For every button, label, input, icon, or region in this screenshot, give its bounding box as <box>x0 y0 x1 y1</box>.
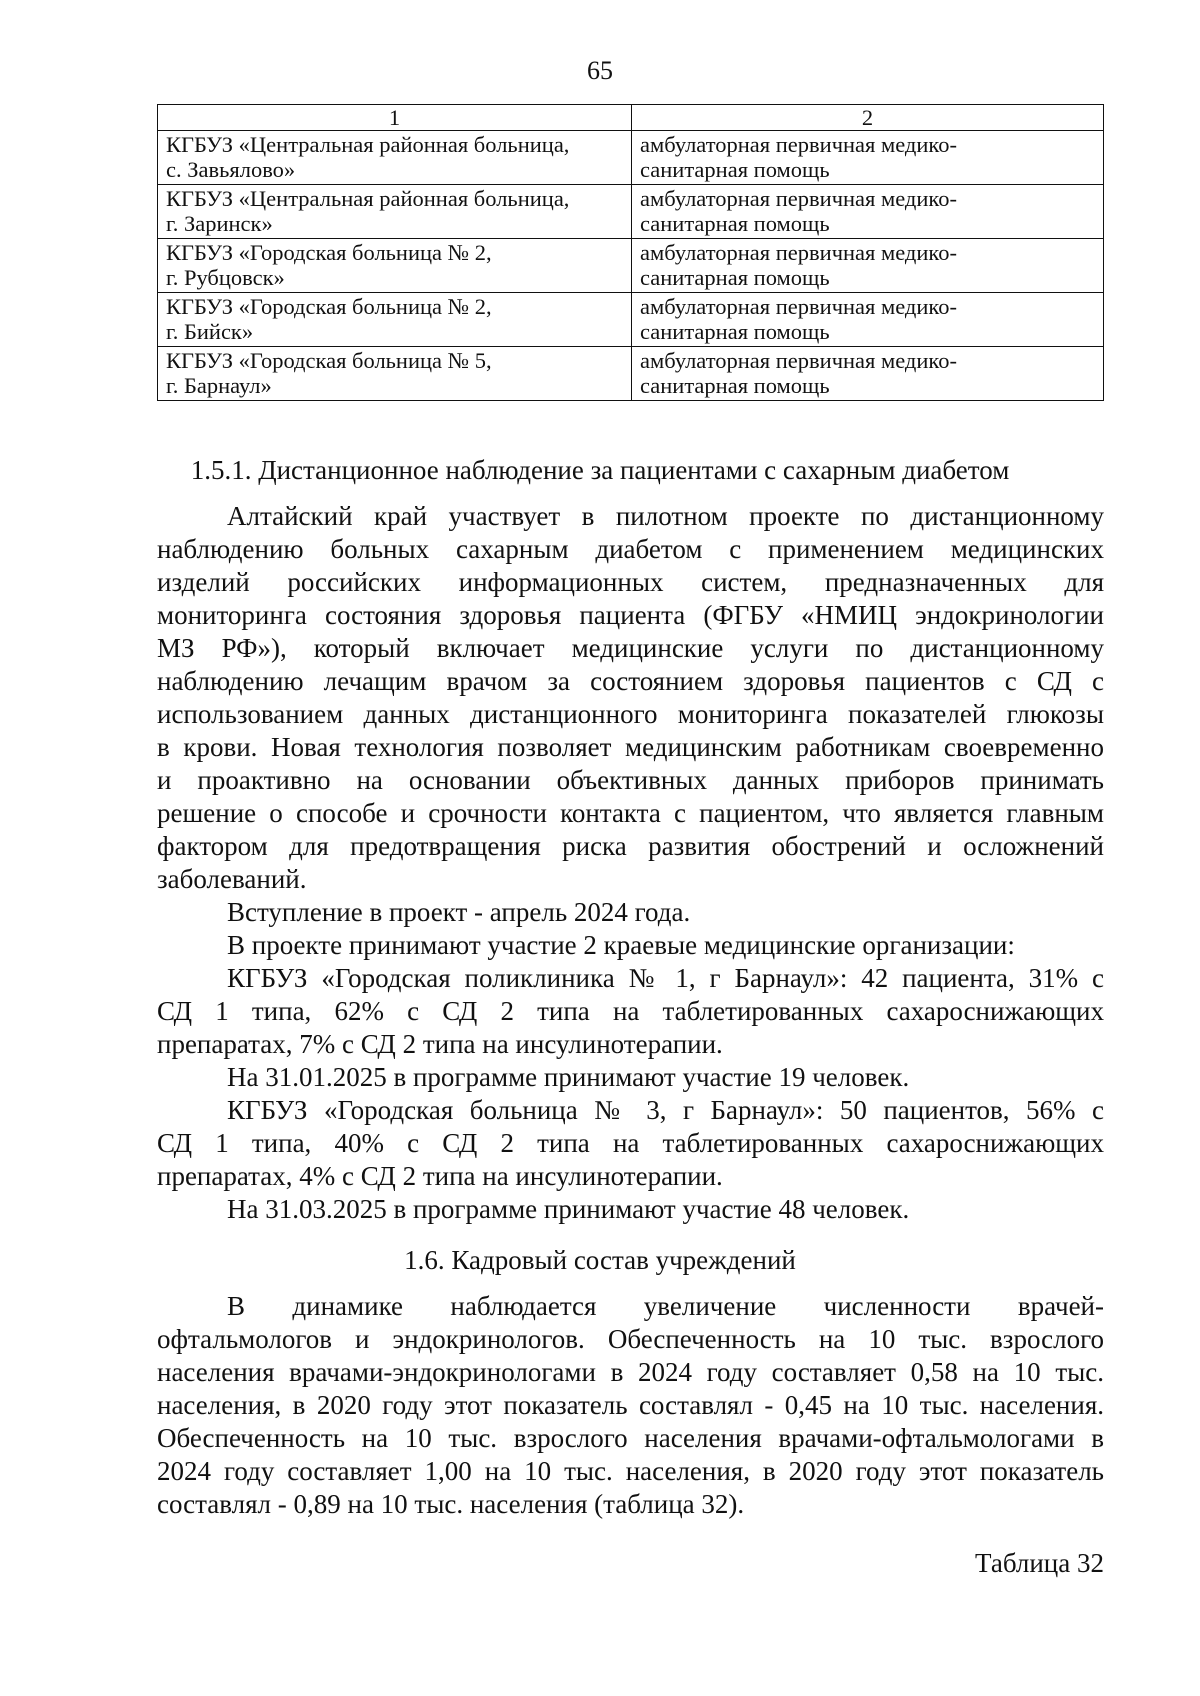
cell-line: г. Заринск» <box>166 211 273 236</box>
paragraph-line: фактором для предотвращения риска развития обострений и осложнений <box>157 831 1104 861</box>
cell-line: санитарная помощь <box>640 265 830 290</box>
cell-line: г. Рубцовск» <box>166 265 285 290</box>
section-1-6-body <box>157 1290 1104 1521</box>
organization-cell <box>158 347 632 401</box>
table-row <box>158 293 1104 347</box>
paragraph-line: мониторинга состояния здоровья пациента (ФГБУ «НМИЦ эндокринологии <box>157 600 1104 630</box>
care-type-cell <box>632 347 1104 401</box>
paragraph-line: КГБУЗ «Городская поликлиника № 1, г Барнаул»: 42 пациента, 31% с <box>227 963 1104 993</box>
paragraph-line: офтальмологов и эндокринологов. Обеспеченность на 10 тыс. взрослого <box>157 1324 1104 1354</box>
table-row <box>158 185 1104 239</box>
section-1-5-1-body <box>157 500 1104 1226</box>
paragraph-line: В динамике наблюдается увеличение численности врачей- <box>227 1291 1104 1321</box>
cell-line: амбулаторная первичная медико- <box>640 240 957 265</box>
paragraph-line: наблюдению лечащим врачом за состоянием здоровья пациентов с СД с <box>157 666 1104 696</box>
organizations-table <box>157 104 1104 401</box>
paragraph-line: наблюдению больных сахарным диабетом с применением медицинских <box>157 534 1104 564</box>
cell-line: г. Бийск» <box>166 319 254 344</box>
entry-date-line: Вступление в проект - апрель 2024 года. <box>227 897 691 927</box>
cell-line: с. Завьялово» <box>166 157 296 182</box>
table-header-row <box>158 105 1104 131</box>
cell-line: КГБУЗ «Городская больница № 2, <box>166 240 492 265</box>
paragraph-line: 2024 году составляет 1,00 на 10 тыс. населения, в 2020 году этот показатель <box>157 1456 1104 1486</box>
paragraph-line: СД 1 типа, 62% с СД 2 типа на таблетированных сахароснижающих <box>157 996 1104 1026</box>
table-row <box>158 347 1104 401</box>
paragraph-line: в крови. Новая технология позволяет медицинским работникам своевременно <box>157 732 1104 762</box>
section-heading-1-6: 1.6. Кадровый состав учреждений <box>404 1245 796 1275</box>
status-line: На 31.03.2025 в программе принимают участие 48 человек. <box>227 1194 910 1224</box>
cell-line: амбулаторная первичная медико- <box>640 348 957 373</box>
paragraph-line: МЗ РФ»), который включает медицинские услуги по дистанционному <box>157 633 1104 663</box>
paragraph-line: препаратах, 4% с СД 2 типа на инсулинотерапии. <box>157 1161 723 1191</box>
cell-line: КГБУЗ «Городская больница № 5, <box>166 348 492 373</box>
organization-cell <box>158 185 632 239</box>
cell-line: санитарная помощь <box>640 211 830 236</box>
organization-cell <box>158 131 632 185</box>
care-type-cell <box>632 293 1104 347</box>
participants-line: В проекте принимают участие 2 краевые медицинские организации: <box>227 930 1015 960</box>
page-number: 65 <box>587 56 613 85</box>
cell-line: КГБУЗ «Центральная районная больница, <box>166 132 570 157</box>
paragraph-line: составлял - 0,89 на 10 тыс. населения (таблица 32). <box>157 1489 745 1519</box>
paragraph-line: изделий российских информационных систем, предназначенных для <box>157 567 1104 597</box>
table-row <box>158 239 1104 293</box>
paragraph-line: СД 1 типа, 40% с СД 2 типа на таблетированных сахароснижающих <box>157 1128 1104 1158</box>
paragraph-line: заболеваний. <box>157 864 307 894</box>
cell-line: амбулаторная первичная медико- <box>640 132 957 157</box>
cell-line: санитарная помощь <box>640 373 830 398</box>
paragraph-line: КГБУЗ «Городская больница № 3, г Барнаул»: 50 пациентов, 56% с <box>227 1095 1104 1125</box>
paragraph-line: населения, в 2020 году этот показатель составлял - 0,45 на 10 тыс. населения. <box>157 1390 1104 1420</box>
table-header-cell: 1 <box>158 105 632 131</box>
paragraph-line: и проактивно на основании объективных данных приборов принимать <box>157 765 1104 795</box>
paragraph-line: населения врачами-эндокринологами в 2024 году составляет 0,58 на 10 тыс. <box>157 1357 1104 1387</box>
care-type-cell <box>632 239 1104 293</box>
care-type-cell <box>632 131 1104 185</box>
paragraph-line: препаратах, 7% с СД 2 типа на инсулинотерапии. <box>157 1029 723 1059</box>
table-caption: Таблица 32 <box>975 1548 1104 1578</box>
paragraph-line: Обеспеченность на 10 тыс. взрослого населения врачами-офтальмологами в <box>157 1423 1104 1453</box>
table-row <box>158 131 1104 185</box>
cell-line: амбулаторная первичная медико- <box>640 294 957 319</box>
section-heading-1-5-1: 1.5.1. Дистанционное наблюдение за пациентами с сахарным диабетом <box>190 455 1010 485</box>
cell-line: КГБУЗ «Городская больница № 2, <box>166 294 492 319</box>
cell-line: г. Барнаул» <box>166 373 272 398</box>
organization-cell <box>158 239 632 293</box>
organization-cell <box>158 293 632 347</box>
paragraph-line: Алтайский край участвует в пилотном проекте по дистанционному <box>227 501 1104 531</box>
cell-line: КГБУЗ «Центральная районная больница, <box>166 186 570 211</box>
cell-line: амбулаторная первичная медико- <box>640 186 957 211</box>
paragraph-line: использованием данных дистанционного мониторинга показателей глюкозы <box>157 699 1104 729</box>
table-header-cell: 2 <box>632 105 1104 131</box>
paragraph-line: решение о способе и срочности контакта с пациентом, что является главным <box>157 798 1104 828</box>
cell-line: санитарная помощь <box>640 157 830 182</box>
status-line: На 31.01.2025 в программе принимают участие 19 человек. <box>227 1062 910 1092</box>
cell-line: санитарная помощь <box>640 319 830 344</box>
care-type-cell <box>632 185 1104 239</box>
